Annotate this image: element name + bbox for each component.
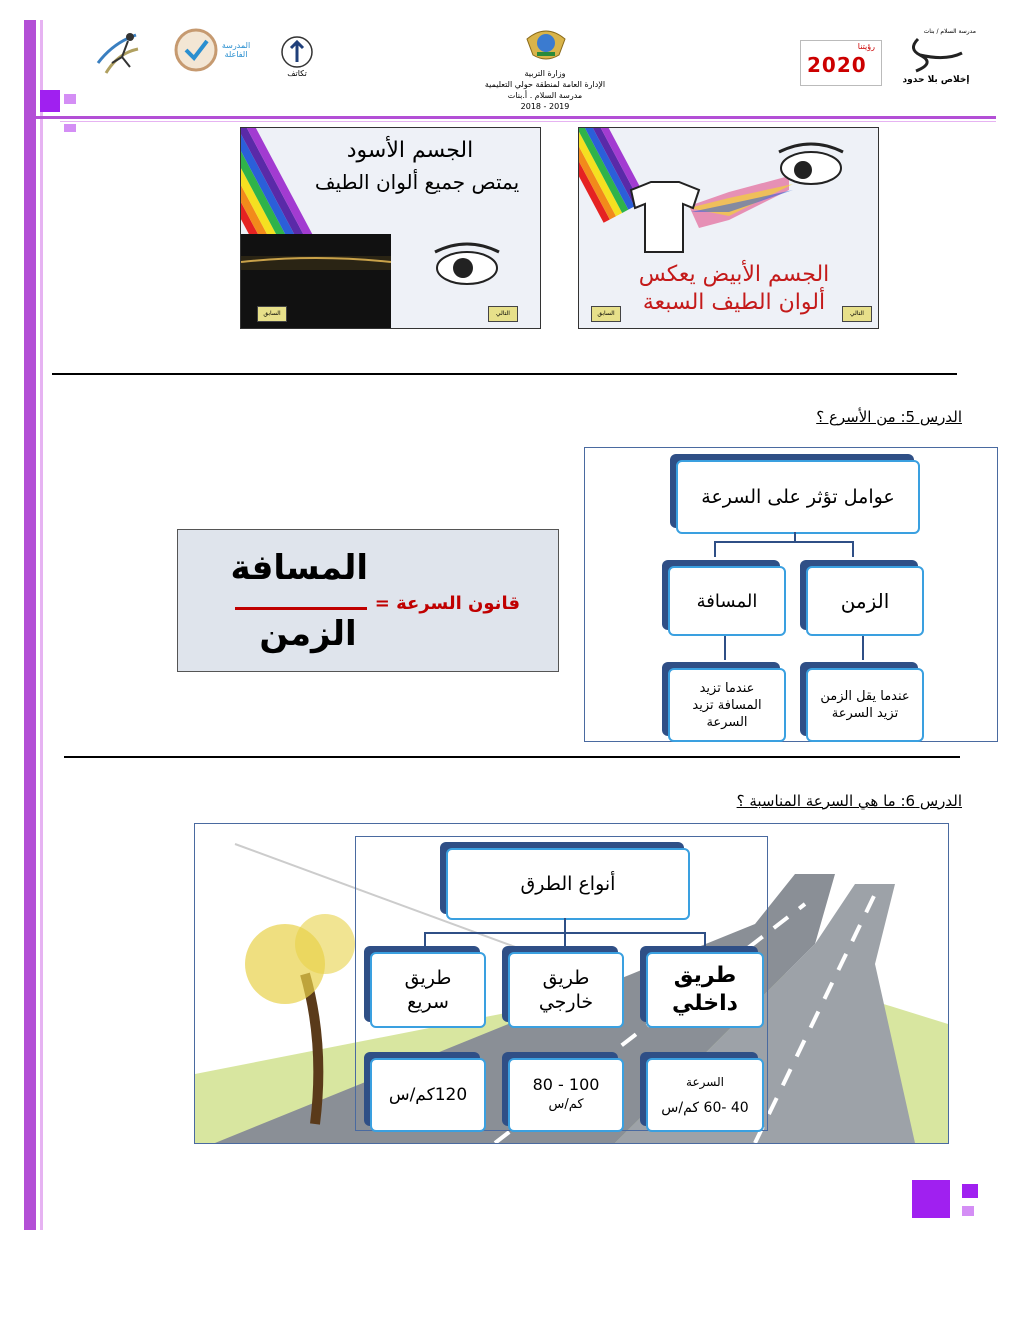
road-internal-text: طريق داخلي <box>672 963 738 1016</box>
district-line: الإدارة العامة لمنطقة حولي التعليمية <box>484 80 606 89</box>
header-divider-light <box>60 121 996 122</box>
slide-prev-button[interactable]: السابق <box>591 306 621 322</box>
factor-distance-node <box>668 566 786 636</box>
slide-next-button[interactable]: التالي <box>488 306 518 322</box>
year-line: 2018 - 2019 <box>520 102 570 111</box>
slide-black-caption-2: يمتص جميع ألوان الطيف <box>314 170 520 194</box>
ministry-line: وزارة التربية <box>524 69 566 78</box>
speed-fast-text: 120كم/س <box>388 1085 468 1105</box>
vision-year: 2020 <box>807 53 867 77</box>
road-fast-node <box>370 952 486 1028</box>
road-external-text: طريق خارجي <box>538 967 594 1013</box>
connector <box>714 541 854 543</box>
time-effect-text: عندما يقل الزمن تزيد السرعة <box>820 689 910 721</box>
speed-law-numerator: المسافة <box>230 548 368 588</box>
section-divider <box>64 756 960 758</box>
left-decorative-bar <box>24 20 36 1230</box>
distance-effect-text: عندما تزيد المسافة تزيد السرعة <box>692 680 762 730</box>
connector <box>714 541 716 557</box>
speed-external-unit: كم/س <box>548 1097 584 1112</box>
vision-2020-logo <box>800 40 882 86</box>
decor-square-small <box>962 1206 974 1216</box>
decor-square-small <box>64 124 76 132</box>
factor-distance-text: المسافة <box>696 590 758 612</box>
decor-square <box>912 1180 950 1218</box>
factor-time-node <box>806 566 924 636</box>
logo-salam-school <box>896 18 976 94</box>
lesson5-title: الدرس 5: من الأسرع ؟ <box>816 408 962 426</box>
speed-factors-root-text: عوامل تؤثر على السرعة <box>701 486 895 508</box>
speed-internal-label: السرعة <box>686 1075 724 1089</box>
distance-effect-node <box>668 668 786 742</box>
school-right-name: مدرسة السلام / بنات <box>923 27 976 35</box>
left-decorative-bar-light <box>40 20 43 1230</box>
emblem-icon <box>523 19 569 65</box>
speed-law-box <box>177 529 559 672</box>
speed-factors-root <box>676 460 920 534</box>
swirl-icon <box>906 35 966 75</box>
time-effect-node <box>806 668 924 742</box>
speed-law-denominator: الزمن <box>259 614 357 654</box>
road-internal-node <box>646 952 764 1028</box>
school-line: مدرسة السلام . أ.بنات <box>507 91 583 100</box>
speed-law-label: قانون السرعة = <box>374 593 520 614</box>
speed-fast-node <box>370 1058 486 1132</box>
road-external-node <box>508 952 624 1028</box>
road-types-root <box>446 848 690 920</box>
connector <box>724 636 726 660</box>
factor-time-text: الزمن <box>840 589 890 613</box>
lesson6-title: الدرس 6: ما هي السرعة المناسبة ؟ <box>736 792 962 810</box>
arrow-up-icon <box>280 35 314 69</box>
school-right-slogan: إخلاص بلا حدود <box>902 74 970 85</box>
connector <box>862 636 864 660</box>
speed-external-text: 80 - 100 <box>532 1075 600 1094</box>
decor-square-small <box>962 1184 978 1198</box>
section-divider <box>52 373 957 375</box>
road-types-root-text: أنواع الطرق <box>520 873 616 895</box>
kuwait-emblem <box>520 18 572 66</box>
logo-takaful <box>274 30 320 82</box>
slide-white-body <box>578 127 879 329</box>
slide-black-caption-1: الجسم الأسود <box>346 138 474 163</box>
slide-prev-button[interactable]: السابق <box>257 306 287 322</box>
vision-ar-text: رؤيتنا <box>857 42 875 51</box>
logo-takaful-text: تكاتف <box>287 68 307 78</box>
logo-runner <box>88 22 148 84</box>
speed-external-node <box>508 1058 624 1132</box>
decor-square-small <box>64 94 76 104</box>
speed-internal-text: 40 -60 كم/س <box>661 1100 749 1116</box>
speed-internal-node <box>646 1058 764 1132</box>
road-fast-text: طريق سريع <box>404 967 452 1013</box>
runner-icon <box>88 23 148 83</box>
badge-icon <box>174 28 218 72</box>
ministry-header-text <box>470 68 620 112</box>
slide-white-caption-1: الجسم الأبيض يعكس <box>638 262 830 287</box>
slide-white-caption-2: ألوان الطيف السبعة <box>642 290 826 315</box>
slide-black-body <box>240 127 541 329</box>
header-divider <box>24 116 996 119</box>
fraction-bar <box>235 607 367 610</box>
decor-square <box>40 90 60 112</box>
logo-effective-school <box>172 26 256 74</box>
slide-next-button[interactable]: التالي <box>842 306 872 322</box>
logo-school-text: المدرسة الفاعلة <box>221 41 251 59</box>
connector <box>852 541 854 557</box>
